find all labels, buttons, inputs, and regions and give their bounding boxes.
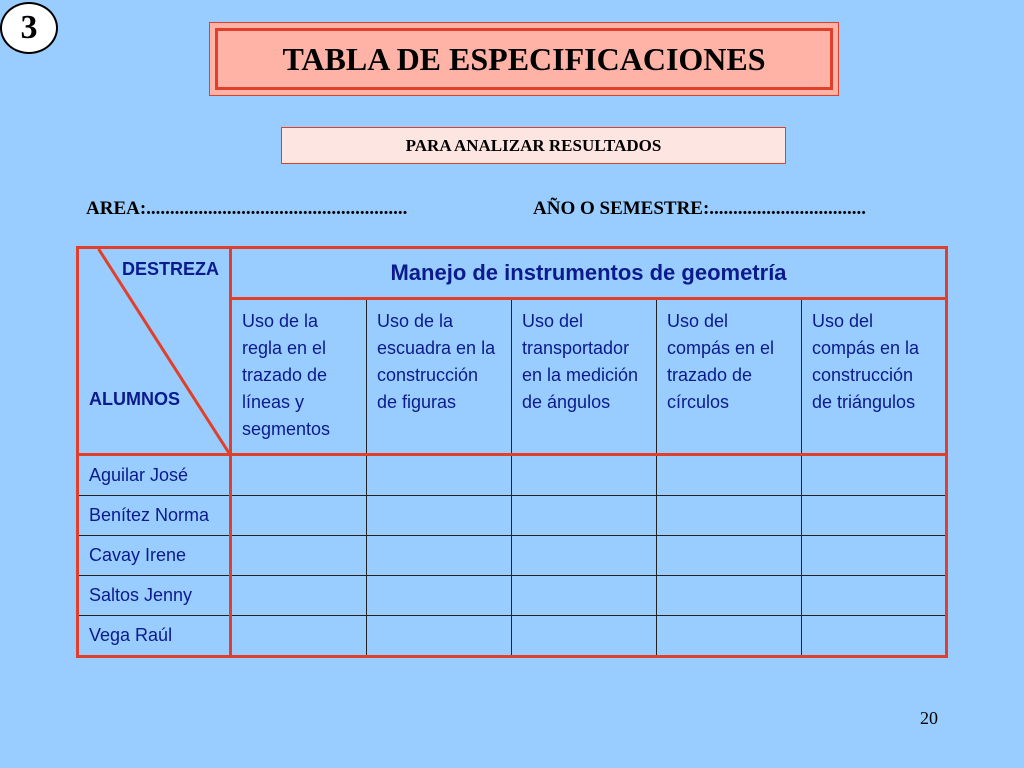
student-name: Vega Raúl	[78, 616, 231, 657]
score-cell	[802, 616, 947, 657]
column-header: Uso del compás en el trazado de círculos	[657, 299, 802, 455]
score-cell	[231, 455, 367, 496]
score-cell	[512, 536, 657, 576]
column-header: Uso de la regla en el trazado de líneas y segmentos	[231, 299, 367, 455]
score-cell	[802, 496, 947, 536]
score-cell	[512, 616, 657, 657]
score-cell	[367, 616, 512, 657]
column-header: Uso del transportador en la medición de ángulos	[512, 299, 657, 455]
score-cell	[231, 616, 367, 657]
page-number: 20	[920, 708, 938, 728]
corner-label-alumnos: ALUMNOS	[89, 389, 180, 409]
student-name: Saltos Jenny	[78, 576, 231, 616]
score-cell	[367, 536, 512, 576]
column-header: Uso de la escuadra en la construcción de figuras	[367, 299, 512, 455]
score-cell	[231, 536, 367, 576]
score-cell	[657, 496, 802, 536]
table-row	[78, 536, 947, 576]
table-row	[78, 616, 947, 657]
corner-header	[78, 248, 231, 455]
score-cell	[367, 455, 512, 496]
score-cell	[367, 496, 512, 536]
student-name: Benítez Norma	[78, 496, 231, 536]
specifications-table	[76, 246, 948, 658]
area-field: AREA:.......................................................	[86, 198, 408, 219]
score-cell	[657, 576, 802, 616]
score-cell	[802, 455, 947, 496]
year-semester-field: AÑO O SEMESTRE:.................................	[533, 198, 867, 219]
score-cell	[657, 616, 802, 657]
score-cell	[657, 536, 802, 576]
score-cell	[512, 576, 657, 616]
score-cell	[231, 496, 367, 536]
column-header: Uso del compás en la construcción de triángulos	[802, 299, 947, 455]
subtitle: PARA ANALIZAR RESULTADOS	[281, 127, 786, 164]
title-box	[209, 22, 839, 96]
student-name: Aguilar José	[78, 455, 231, 496]
score-cell	[802, 536, 947, 576]
table-row	[78, 455, 947, 496]
table-row	[78, 496, 947, 536]
score-cell	[231, 576, 367, 616]
skill-header: Manejo de instrumentos de geometría	[231, 248, 947, 299]
score-cell	[802, 576, 947, 616]
score-cell	[367, 576, 512, 616]
corner-label-destreza: DESTREZA	[121, 259, 219, 279]
score-cell	[512, 455, 657, 496]
student-name: Cavay Irene	[78, 536, 231, 576]
table-row	[78, 576, 947, 616]
page-title: TABLA DE ESPECIFICACIONES	[215, 28, 833, 90]
score-cell	[512, 496, 657, 536]
slide-number-badge: 3	[0, 2, 58, 54]
score-cell	[657, 455, 802, 496]
